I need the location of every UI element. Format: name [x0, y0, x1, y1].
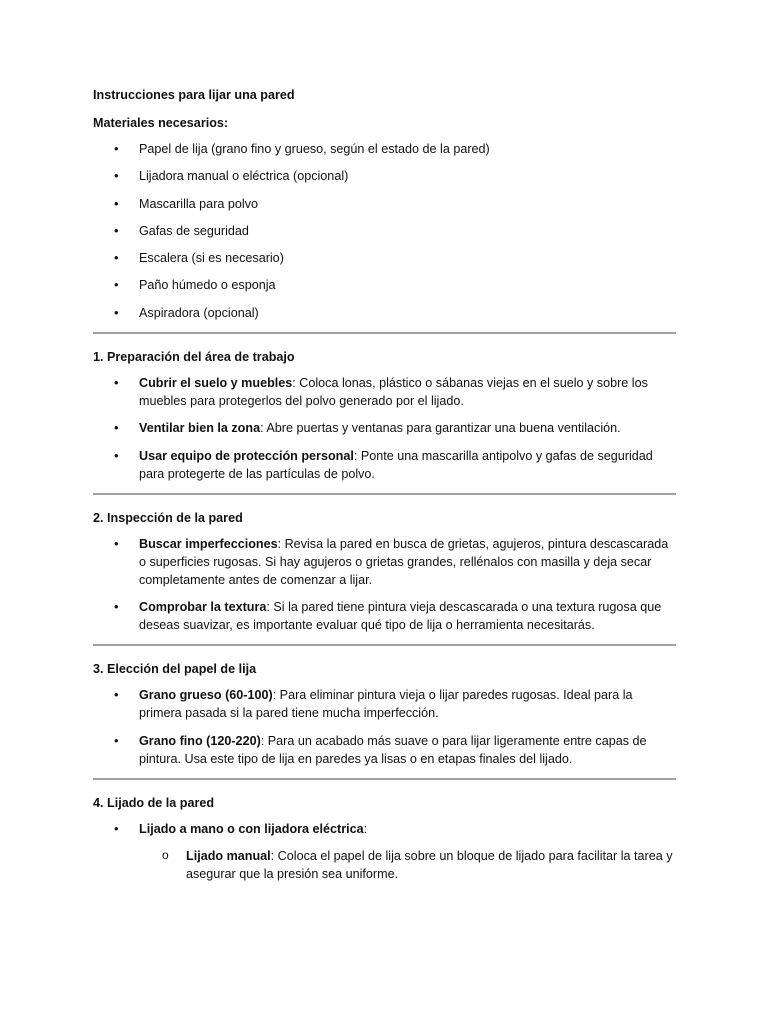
- section-heading: 3. Elección del papel de lija: [93, 662, 257, 677]
- list-item: • Gafas de seguridad: [93, 222, 676, 240]
- item-term: Buscar imperfecciones: [139, 536, 278, 551]
- section-list: [93, 686, 676, 768]
- list-item: • Escalera (si es necesario): [93, 249, 676, 267]
- item-term: Lijado a mano o con lijadora eléctrica: [139, 821, 364, 836]
- item-text: : Para eliminar pintura vieja o lijar paredes rugosas. Ideal para la primera pasada si la pared tiene mucha imperfección.: [139, 688, 633, 721]
- section-list: [93, 535, 676, 635]
- item-term: Grano fino (120-220): [139, 733, 261, 748]
- section-list: [93, 374, 676, 483]
- document-title: Instrucciones para lijar una pared: [93, 88, 295, 102]
- list-item: • Paño húmedo o esponja: [93, 276, 676, 294]
- item-text: : Revisa la pared en busca de grietas, agujeros, pintura descascarada o superficies rugosas. Si hay agujeros o grietas grandes, rellénalos con masilla y deja secar completamente antes de comenzar a lijar.: [139, 536, 669, 587]
- item-term: Ventilar bien la zona: [139, 421, 261, 436]
- section-list: [93, 820, 676, 884]
- item-text: : Coloca el papel de lija sobre un bloque de lijado para facilitar la tarea y asegurar que la presión sea uniforme.: [186, 849, 673, 882]
- section-heading: 4. Lijado de la pared: [93, 795, 215, 810]
- list-item: [93, 598, 676, 634]
- list-item: [93, 732, 676, 768]
- item-text: : Para un acabado más suave o para lijar ligeramente entre capas de pintura. Usa este tipo de lija en paredes ya lisas o en etapas finales del lijado.: [139, 733, 647, 766]
- list-item: [93, 374, 676, 410]
- list-item: [93, 447, 676, 483]
- section-heading: 1. Preparación del área de trabajo: [93, 349, 295, 364]
- section-heading: 2. Inspección de la pared: [93, 510, 243, 525]
- item-term: Grano grueso (60-100): [139, 688, 273, 703]
- item-text: : Abre puertas y ventanas para garantizar una buena ventilación.: [260, 421, 621, 436]
- section-divider: [93, 778, 676, 780]
- item-text: : Si la pared tiene pintura vieja descascarada o una textura rugosa que deseas suavizar, es importante evaluar qué tipo de lija o herramienta necesitarás.: [139, 600, 662, 633]
- item-term: Lijado manual: [186, 849, 271, 864]
- section-divider: [93, 644, 676, 646]
- list-item: • Lijadora manual o eléctrica (opcional): [93, 167, 676, 185]
- item-term: Cubrir el suelo y muebles: [139, 375, 293, 390]
- item-text: : Ponte una mascarilla antipolvo y gafas de seguridad para protegerte de las partículas de polvo.: [139, 448, 653, 481]
- document-body: [93, 86, 676, 893]
- list-item: • Papel de lija (grano fino y grueso, según el estado de la pared): [93, 140, 676, 158]
- section-divider: [93, 493, 676, 495]
- materials-heading: Materiales necesarios:: [93, 116, 229, 130]
- item-text: : Coloca lonas, plástico o sábanas viejas en el suelo y sobre los muebles para protegerlos del polvo generado por el lijado.: [139, 375, 648, 408]
- list-item: • Aspiradora (opcional): [93, 304, 676, 322]
- item-term: Usar equipo de protección personal: [139, 448, 354, 463]
- section-divider: [93, 332, 676, 334]
- list-item: [93, 820, 676, 838]
- list-item: • Mascarilla para polvo: [93, 195, 676, 213]
- materials-list: [93, 140, 676, 322]
- list-item: [93, 419, 676, 437]
- sub-list-item: [93, 847, 676, 883]
- item-text: :: [363, 821, 368, 836]
- list-item: [93, 535, 676, 589]
- list-item: [93, 686, 676, 722]
- item-term: Comprobar la textura: [139, 600, 267, 615]
